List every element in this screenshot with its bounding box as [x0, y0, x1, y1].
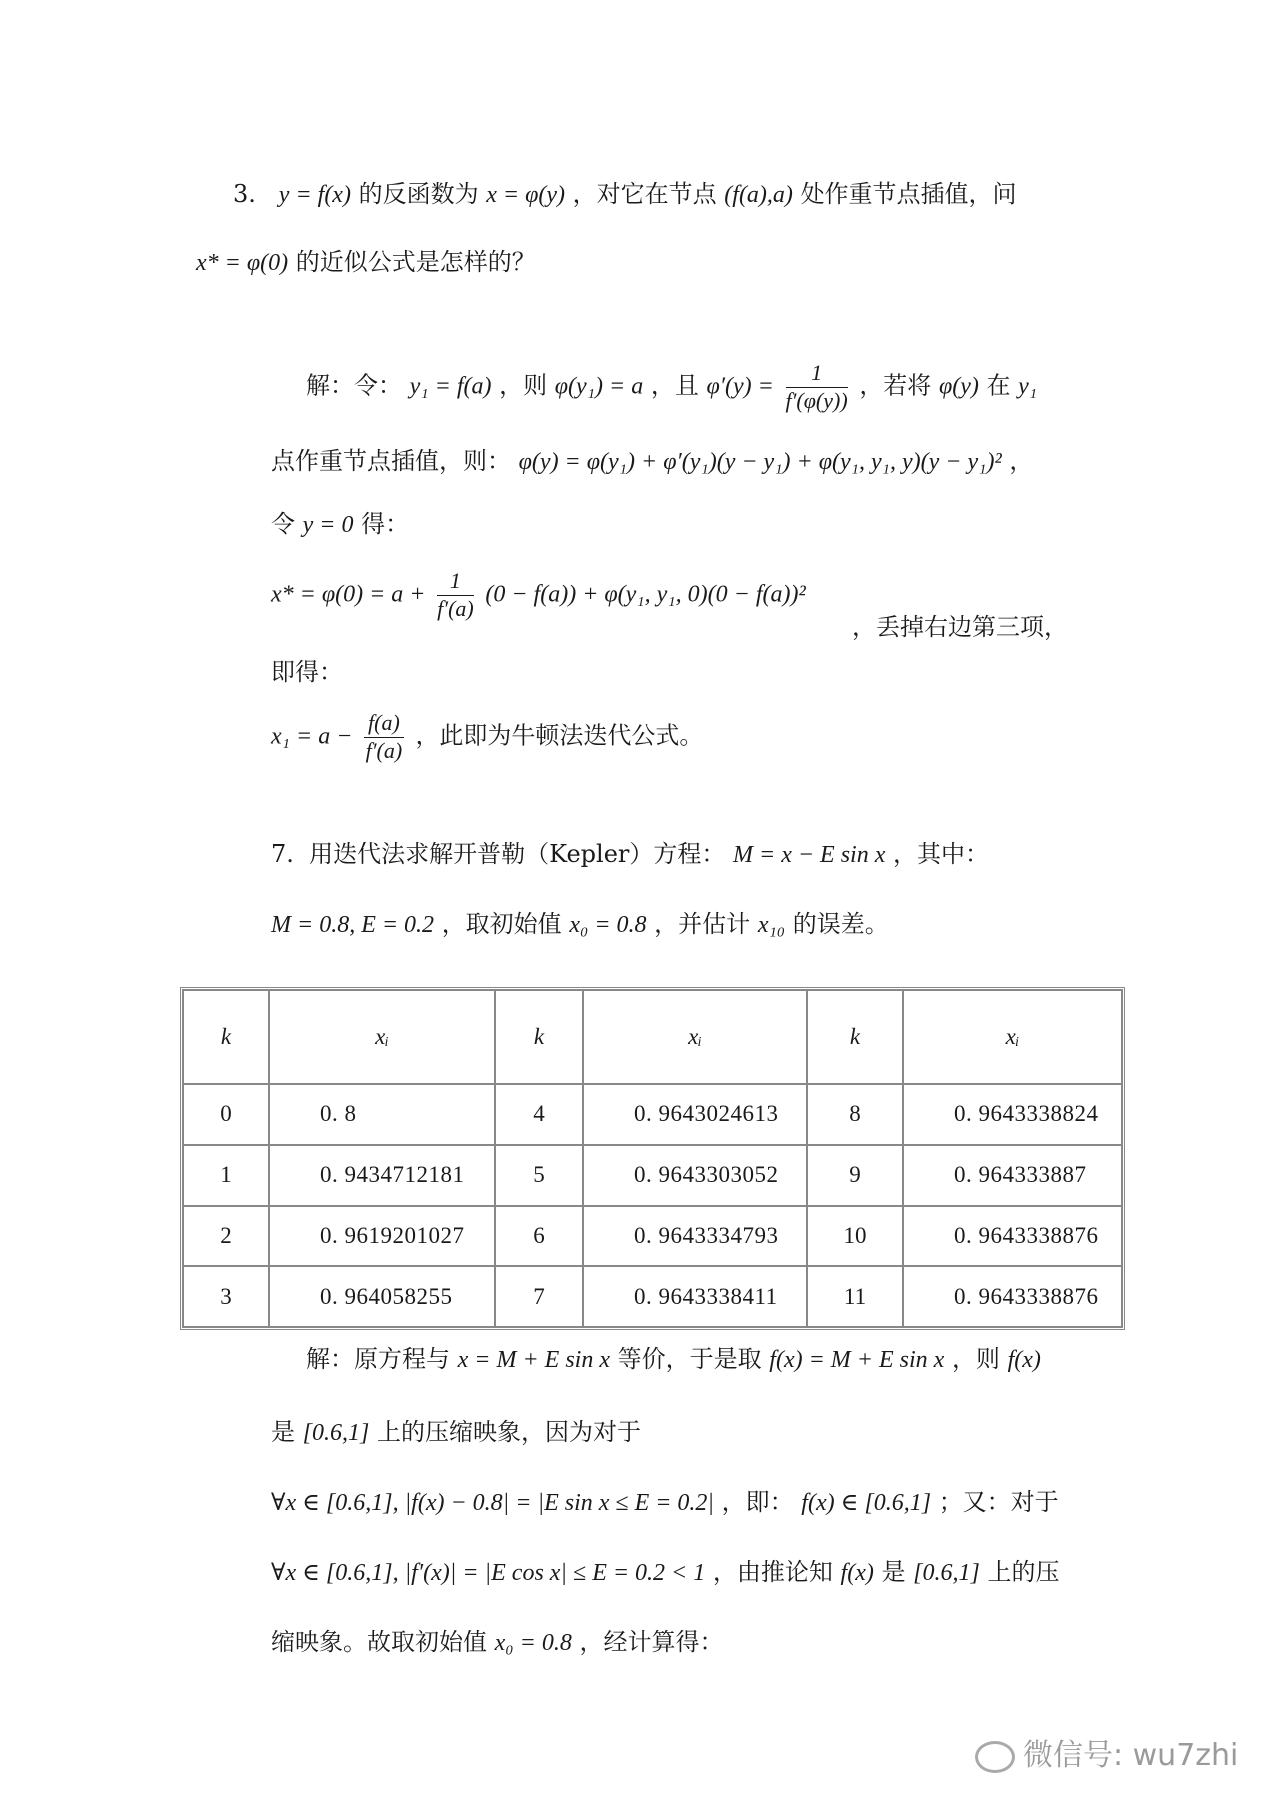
table-cell-k: 10	[807, 1206, 903, 1267]
sol3-line-3: 令 y = 0 得：	[271, 510, 410, 538]
table-cell-k: 0	[183, 1084, 269, 1145]
sol3-line-1: 解：令： y₁ = f(a) ，则 φ(y₁) = a ，且 φ′(y) = $\frac{1}{f'(\varphi(y))}$ ，若将 φ(y) 在 y₁	[306, 360, 1038, 414]
table-cell-k: 6	[495, 1206, 583, 1267]
table-cell-xi: 0. 9643338411	[583, 1266, 807, 1327]
wechat-watermark: 微信号: wu7zhi	[975, 1730, 1238, 1774]
table-cell-k: 11	[807, 1266, 903, 1327]
q7-line-1: 7. 用迭代法求解开普勒（Kepler）方程： M = x − E sin x ，其中：	[271, 840, 990, 868]
table-cell-xi: 0. 964333887	[903, 1145, 1122, 1206]
table-cell-xi: 0. 9643338824	[903, 1084, 1122, 1145]
table-cell-xi: 0. 9643334793	[583, 1206, 807, 1267]
table-cell-xi: 0. 9643024613	[583, 1084, 807, 1145]
sol3-line-4-cont: ，丢掉右边第三项，	[852, 613, 1068, 641]
wechat-icon	[975, 1741, 1015, 1773]
table-row	[183, 1084, 1122, 1145]
table-cell-k: 1	[183, 1145, 269, 1206]
table-row	[183, 1266, 1122, 1327]
sol3-line-5: 即得：	[271, 658, 343, 686]
sol7-line-5: 缩映象。故取初始值 x₀ = 0.8 ，经计算得：	[271, 1628, 724, 1656]
q3-line-2: x* = φ(0) 的近似公式是怎样的？	[196, 248, 536, 276]
table-cell-k: 3	[183, 1266, 269, 1327]
table-cell-k: 9	[807, 1145, 903, 1206]
sol7-line-1: 解：原方程与 x = M + E sin x 等价，于是取 f(x) = M + E sin x ，则 f(x)	[306, 1345, 1041, 1373]
sol3-line-2: 点作重节点插值，则： φ(y) = φ(y₁) + φ′(y₁)(y − y₁) + φ(y₁, y₁, y)(y − y₁)² ，	[271, 447, 1034, 475]
table-cell-k: 4	[495, 1084, 583, 1145]
header-xi: xᵢ	[583, 990, 807, 1084]
sol3-line-4: x* = φ(0) = a + $\frac{1}{f'(a)}$ (0 − f(a)) + φ(y₁, y₁, 0)(0 − f(a))²	[271, 568, 806, 622]
iteration-table	[180, 987, 1125, 1330]
table-cell-k: 2	[183, 1206, 269, 1267]
header-k: k	[183, 990, 269, 1084]
table-cell-xi: 0. 9643338876	[903, 1206, 1122, 1267]
table-cell-xi: 0. 964058255	[269, 1266, 495, 1327]
sol7-line-3: ∀x ∈ [0.6,1], |f(x) − 0.8| = |E sin x ≤ E = 0.2| ，即： f(x) ∈ [0.6,1] ；又：对于	[271, 1488, 1059, 1516]
sol7-line-2: 是 [0.6,1] 上的压缩映象，因为对于	[271, 1418, 641, 1446]
table-row	[183, 1206, 1122, 1267]
table-cell-xi: 0. 9643338876	[903, 1266, 1122, 1327]
header-xi: xᵢ	[269, 990, 495, 1084]
table-row	[183, 1145, 1122, 1206]
sol7-line-4: ∀x ∈ [0.6,1], |f′(x)| = |E cos x| ≤ E = 0.2 < 1 ，由推论知 f(x) 是 [0.6,1] 上的压	[271, 1558, 1060, 1586]
table-cell-k: 5	[495, 1145, 583, 1206]
q3-line-1: 3. y = f(x) 的反函数为 x = φ(y) ，对它在节点 (f(a),a) 处作重节点插值，问	[233, 180, 1017, 208]
table-cell-xi: 0. 9619201027	[269, 1206, 495, 1267]
header-k: k	[807, 990, 903, 1084]
header-xi: xᵢ	[903, 990, 1122, 1084]
table-header-row	[183, 990, 1122, 1084]
table-cell-xi: 0. 8	[269, 1084, 495, 1145]
phi-prime-fraction: $\frac{1}{f'(\varphi(y))}$	[785, 360, 848, 414]
sol3-line-6: x₁ = a − $\frac{f(a)}{f'(a)}$ ，此即为牛顿法迭代公式。	[271, 710, 704, 764]
q7-line-2: M = 0.8, E = 0.2 ，取初始值 x₀ = 0.8 ，并估计 x₁₀ 的误差。	[271, 910, 889, 938]
newton-fraction: $\frac{f(a)}{f'(a)}$	[365, 710, 403, 764]
table-cell-k: 8	[807, 1084, 903, 1145]
table-cell-k: 7	[495, 1266, 583, 1327]
header-k: k	[495, 990, 583, 1084]
one-over-fprime-fraction: $\frac{1}{f'(a)}$	[437, 568, 474, 622]
table-cell-xi: 0. 9434712181	[269, 1145, 495, 1206]
table-cell-xi: 0. 9643303052	[583, 1145, 807, 1206]
